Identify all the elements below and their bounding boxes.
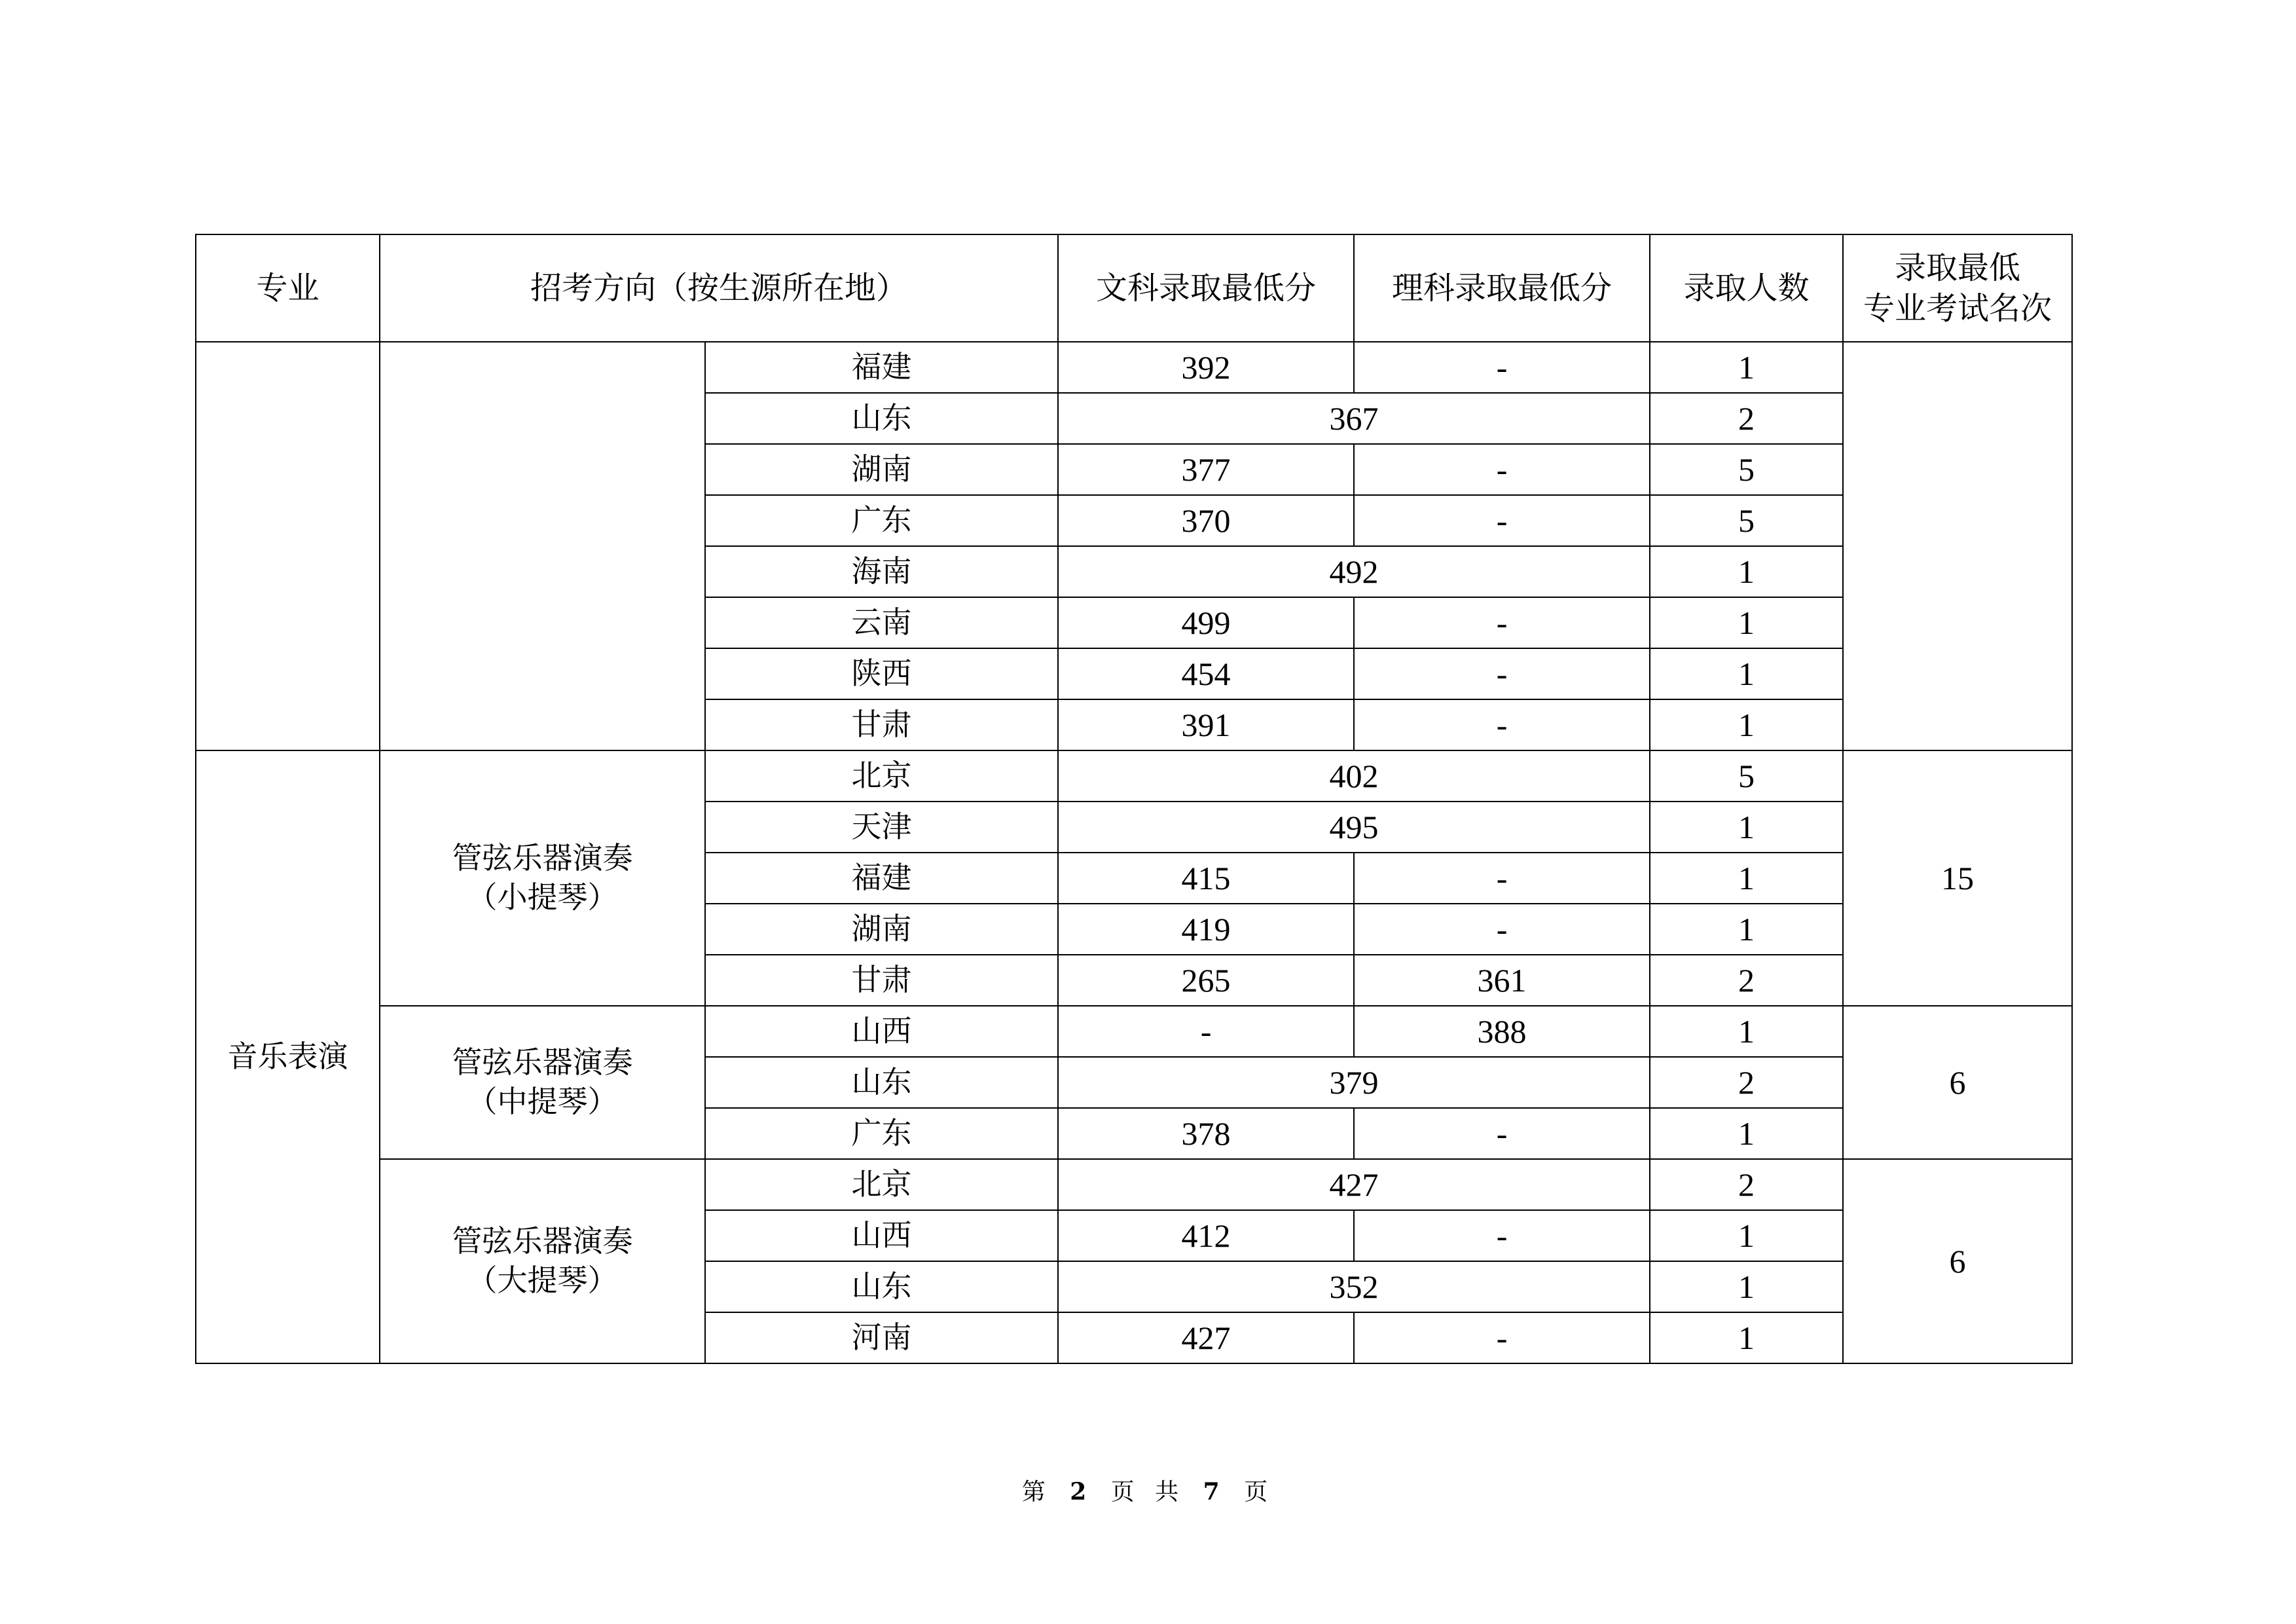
header-min-rank-line2: 专业考试名次 xyxy=(1863,290,2052,327)
admit-count-cell: 1 xyxy=(1650,1261,1843,1312)
table-row xyxy=(196,342,2072,393)
province-cell: 云南 xyxy=(705,597,1058,648)
arts-score-cell: 412 xyxy=(1058,1210,1354,1261)
science-score-cell: - xyxy=(1354,597,1650,648)
admit-count-cell: 5 xyxy=(1650,495,1843,546)
admit-count-cell: 5 xyxy=(1650,444,1843,495)
direction-cell-cello xyxy=(380,1159,705,1363)
combined-score-cell: 427 xyxy=(1058,1159,1650,1210)
direction-cell-viola xyxy=(380,1006,705,1159)
admit-count-cell: 1 xyxy=(1650,904,1843,955)
admit-count-cell: 1 xyxy=(1650,1210,1843,1261)
footer-prefix: 第 xyxy=(1021,1479,1052,1505)
province-cell: 甘肃 xyxy=(705,955,1058,1006)
science-score-cell: - xyxy=(1354,444,1650,495)
footer-suffix: 页 xyxy=(1244,1479,1275,1505)
province-cell: 广东 xyxy=(705,495,1058,546)
direction-violin-line2: （小提琴） xyxy=(467,879,618,915)
science-score-cell: - xyxy=(1354,1108,1650,1159)
province-cell: 湖南 xyxy=(705,904,1058,955)
arts-score-cell: 419 xyxy=(1058,904,1354,955)
province-cell: 北京 xyxy=(705,1159,1058,1210)
admit-count-cell: 2 xyxy=(1650,393,1843,444)
direction-cello-line1: 管弦乐器演奏 xyxy=(452,1223,633,1259)
science-score-cell: - xyxy=(1354,648,1650,699)
province-cell: 广东 xyxy=(705,1108,1058,1159)
science-score-cell: - xyxy=(1354,904,1650,955)
footer-middle: 页 共 xyxy=(1110,1479,1186,1505)
direction-cello-line2: （大提琴） xyxy=(467,1263,618,1298)
header-direction: 招考方向（按生源所在地） xyxy=(380,234,1058,342)
province-cell: 山东 xyxy=(705,1057,1058,1108)
province-cell: 山东 xyxy=(705,1261,1058,1312)
table-row xyxy=(196,1006,2072,1057)
major-cell-continued xyxy=(196,342,380,750)
arts-score-cell: 370 xyxy=(1058,495,1354,546)
province-cell: 甘肃 xyxy=(705,699,1058,750)
header-admit-count: 录取人数 xyxy=(1650,234,1843,342)
province-cell: 北京 xyxy=(705,750,1058,802)
rank-cell-violin: 15 xyxy=(1843,750,2072,1006)
header-min-rank-line1: 录取最低 xyxy=(1895,249,2021,286)
rank-cell-viola: 6 xyxy=(1843,1006,2072,1159)
admit-count-cell: 1 xyxy=(1650,1312,1843,1363)
table-header-row xyxy=(196,234,2072,342)
table-row xyxy=(196,750,2072,802)
header-arts-min-score: 文科录取最低分 xyxy=(1058,234,1354,342)
admit-count-cell: 1 xyxy=(1650,597,1843,648)
science-score-cell: - xyxy=(1354,1210,1650,1261)
admit-count-cell: 1 xyxy=(1650,699,1843,750)
combined-score-cell: 367 xyxy=(1058,393,1650,444)
science-score-cell: 388 xyxy=(1354,1006,1650,1057)
admit-count-cell: 1 xyxy=(1650,546,1843,597)
science-score-cell: - xyxy=(1354,853,1650,904)
arts-score-cell: 391 xyxy=(1058,699,1354,750)
arts-score-cell: - xyxy=(1058,1006,1354,1057)
arts-score-cell: 392 xyxy=(1058,342,1354,393)
province-cell: 天津 xyxy=(705,802,1058,853)
province-cell: 山西 xyxy=(705,1210,1058,1261)
admit-count-cell: 2 xyxy=(1650,1159,1843,1210)
province-cell: 山东 xyxy=(705,393,1058,444)
arts-score-cell: 499 xyxy=(1058,597,1354,648)
combined-score-cell: 402 xyxy=(1058,750,1650,802)
province-cell: 河南 xyxy=(705,1312,1058,1363)
header-major: 专业 xyxy=(196,234,380,342)
header-science-min-score: 理科录取最低分 xyxy=(1354,234,1650,342)
admit-count-cell: 2 xyxy=(1650,1057,1843,1108)
admit-count-cell: 1 xyxy=(1650,342,1843,393)
admit-count-cell: 1 xyxy=(1650,853,1843,904)
science-score-cell: - xyxy=(1354,1312,1650,1363)
combined-score-cell: 495 xyxy=(1058,802,1650,853)
direction-violin-line1: 管弦乐器演奏 xyxy=(452,840,633,876)
admit-count-cell: 1 xyxy=(1650,802,1843,853)
admit-count-cell: 5 xyxy=(1650,750,1843,802)
direction-viola-line1: 管弦乐器演奏 xyxy=(452,1044,633,1080)
science-score-cell: - xyxy=(1354,495,1650,546)
direction-cell-violin xyxy=(380,750,705,1006)
province-cell: 湖南 xyxy=(705,444,1058,495)
arts-score-cell: 377 xyxy=(1058,444,1354,495)
arts-score-cell: 265 xyxy=(1058,955,1354,1006)
admit-count-cell: 1 xyxy=(1650,1108,1843,1159)
province-cell: 陕西 xyxy=(705,648,1058,699)
science-score-cell: 361 xyxy=(1354,955,1650,1006)
province-cell: 山西 xyxy=(705,1006,1058,1057)
rank-cell-continued xyxy=(1843,342,2072,750)
admit-count-cell: 1 xyxy=(1650,648,1843,699)
direction-cell-continued xyxy=(380,342,705,750)
header-min-rank xyxy=(1843,234,2072,342)
admit-count-cell: 1 xyxy=(1650,1006,1843,1057)
page-number-footer xyxy=(0,1473,2296,1507)
combined-score-cell: 492 xyxy=(1058,546,1650,597)
rank-cell-cello: 6 xyxy=(1843,1159,2072,1363)
admit-count-cell: 2 xyxy=(1650,955,1843,1006)
arts-score-cell: 454 xyxy=(1058,648,1354,699)
combined-score-cell: 379 xyxy=(1058,1057,1650,1108)
arts-score-cell: 415 xyxy=(1058,853,1354,904)
table-row xyxy=(196,1159,2072,1210)
arts-score-cell: 378 xyxy=(1058,1108,1354,1159)
province-cell: 海南 xyxy=(705,546,1058,597)
admission-score-table xyxy=(195,234,2073,1364)
province-cell: 福建 xyxy=(705,342,1058,393)
major-cell-music: 音乐表演 xyxy=(196,750,380,1363)
arts-score-cell: 427 xyxy=(1058,1312,1354,1363)
combined-score-cell: 352 xyxy=(1058,1261,1650,1312)
province-cell: 福建 xyxy=(705,853,1058,904)
science-score-cell: - xyxy=(1354,699,1650,750)
direction-viola-line2: （中提琴） xyxy=(467,1084,618,1119)
footer-total-pages: 7 xyxy=(1203,1478,1226,1505)
footer-current-page: 2 xyxy=(1070,1478,1093,1505)
science-score-cell: - xyxy=(1354,342,1650,393)
